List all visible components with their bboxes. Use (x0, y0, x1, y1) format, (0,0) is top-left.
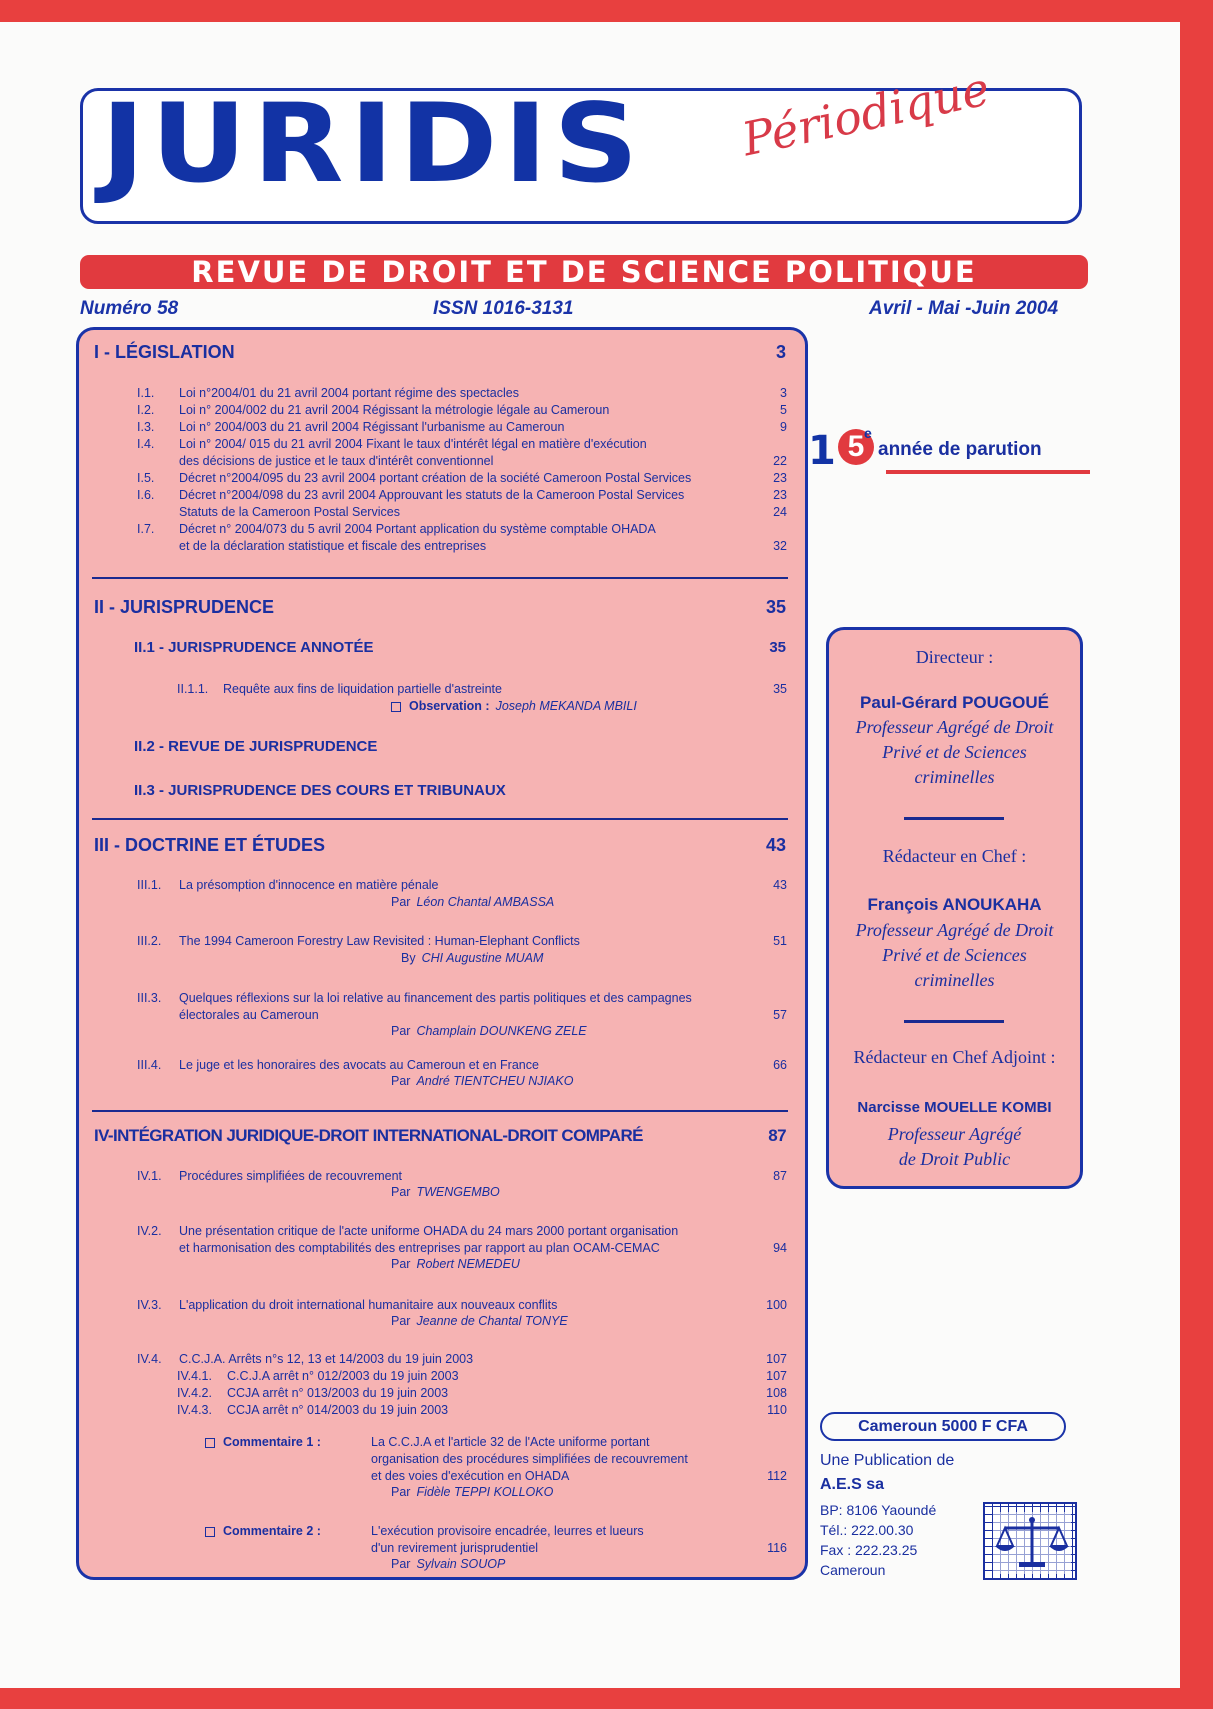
author-line: Par Léon Chantal AMBASSA (391, 895, 555, 909)
section-divider (92, 818, 788, 820)
anniversary-badge: 1 5 e année de parution (808, 428, 1088, 478)
subsection-heading: II.2 - REVUE DE JURISPRUDENCE (134, 738, 378, 755)
justice-scales-logo (983, 1502, 1077, 1580)
subsection-heading: II.3 - JURISPRUDENCE DES COURS ET TRIBUNAUX (134, 782, 506, 799)
observation-line: Observation : Joseph MEKANDA MBILI (391, 699, 637, 713)
editorial-staff-box: Directeur : Paul-Gérard POUGOUÉ Professeur Agrégé de Droit Privé et de Sciences criminelles Rédacteur en Chef : François ANOUKAHA Professeur Agrégé de Droit Privé et de Sciences criminelles Rédacteur en Chef Adjoint : Narcisse MOUELLE KOMBI Professeur Agrégé de Droit Public (826, 627, 1083, 1189)
subsection-heading: II.1 - JURISPRUDENCE ANNOTÉE 35 (134, 639, 786, 656)
author-line: Par Sylvain SOUOP (391, 1557, 506, 1571)
table-of-contents: I - LÉGISLATION 3 I.1. Loi n°2004/01 du 21 avril 2004 portant régime des spectacles 3 I.2. Loi n° 2004/002 du 21 avril 2004 Régissant la métrologie légale au Cameroun 5 I.3. Loi n° 2004/003 du 21 avril 2004 Régissant l'urbanisme au Cameroun 9 I.4. Loi n° 2004/ 015 du 21 avril 2004 Fixant le taux d'intérêt légal en matière d'exécution des décisions de justice et le taux d'intérêt conventionnel 22 I.5. Décret n°2004/095 du 23 avril 2004 portant création de la société Cameroon Postal Services 23 I.6. Décret n°2004/098 du 23 avril 2004 Approuvant les statuts de la Cameroon Postal Services 23 Statuts de la Cameroon Postal Services 24 I.7. Décret n° 2004/073 du 5 avril 2004 Portant application du système comptable OHADA et de la déclaration statistique et fiscale des entreprises 32 II - JURISPRUDENCE 35 II.1 - JURISPRUDENCE ANNOTÉE 35 II.1.1. Requête aux fins de liquidation partielle d'astreinte 35 Observation : Joseph MEKANDA MBILI II.2 - REVUE DE JURISPRUDENCE II.3 - JURISPRUDENCE DES COURS ET TRIBUNAUX III - DOCTRINE ET ÉTUDES 43 III.1. La présomption d'innocence en matière pénale 43 Par Léon Chantal AMBASSA III.2. The 1994 Cameroon Forestry Law Revisited : Human-Elephant Conflicts 51 By CHI Augustine MUAM III.3. Quelques réflexions sur la loi relative au financement des partis politiques et des campagnes électorales au Cameroun 57 Par Champlain DOUNKENG ZELE III.4. Le juge et les honoraires des avocats au Cameroun et en France 66 Par André TIENTCHEU NJIAKO IV-INTÉGRATION JURIDIQUE-DROIT INTERNATIONAL-DROIT COMPARÉ 87 IV.1. Procédures simplifiées de recouvrement 87 Par TWENGEMBO IV.2. Une présentation critique de l'acte uniforme OHADA du 24 mars 2000 portant organisation et harmonisation des comptabilités des entreprises par rapport au plan OCAM-CEMAC 94 Par Robert NEMEDEU IV.3. L'application du droit international humanitaire aux nouveaux conflits 100 Par Jeanne de Chantal TONYE IV.4. C.C.J.A. Arrêts n°s 12, 13 et 14/2003 du 19 juin 2003 107 IV.4.1. C.C.J.A arrêt n° 012/2003 du 19 juin 2003 107 IV.4.2. CCJA arrêt n° 013/2003 du 19 juin 2003 108 IV.4.3. CCJA arrêt n° 014/2003 du 19 juin 2003 110 Commentaire 1 : La C.C.J.A et l'article 32 de l'Acte uniforme portant organisation des procédures simplifiées de recouvrement et des voies d'exécution en OHADA 112 Par Fidèle TEPPI KOLLOKO Commentaire 2 : L'exécution provisoire encadrée, leurres et lueurs d'un revirement jurisprudentiel 116 Par Sylvain SOUOP (76, 327, 808, 1580)
section-divider (92, 1110, 788, 1112)
author-line: By CHI Augustine MUAM (401, 951, 544, 965)
section-heading: III - DOCTRINE ET ÉTUDES 43 (94, 835, 786, 855)
author-line: Par Fidèle TEPPI KOLLOKO (391, 1485, 554, 1499)
anniversary-circle: 5 (838, 429, 874, 465)
section-heading: I - LÉGISLATION 3 (94, 342, 786, 362)
juridis-logo: JURIDIS (101, 79, 645, 207)
issue-number: Numéro 58 (80, 298, 179, 319)
author-line: Par Jeanne de Chantal TONYE (391, 1314, 568, 1328)
publisher-fax: Fax : 222.23.25 (820, 1542, 918, 1558)
masthead (80, 61, 1082, 224)
checkbox-bullet-icon (205, 1527, 215, 1537)
anniversary-underline (886, 470, 1090, 474)
publisher-bp: BP: 8106 Yaoundé (820, 1502, 937, 1518)
publisher-intro: Une Publication de (820, 1452, 955, 1469)
issue-period: Avril - Mai -Juin 2004 (869, 298, 1059, 319)
tagline-banner: REVUE DE DROIT ET DE SCIENCE POLITIQUE (80, 255, 1088, 289)
publisher-country: Cameroun (820, 1562, 886, 1578)
publisher-tel: Tél.: 222.00.30 (820, 1522, 914, 1538)
checkbox-bullet-icon (205, 1438, 215, 1448)
periodique-subtitle: Périodique (737, 61, 995, 167)
section-heading: II - JURISPRUDENCE 35 (94, 597, 786, 617)
author-line: Par TWENGEMBO (391, 1185, 500, 1199)
staff-divider (904, 1020, 1004, 1023)
publisher-name: A.E.S sa (820, 1476, 885, 1493)
checkbox-bullet-icon (391, 702, 401, 712)
author-line: Par André TIENTCHEU NJIAKO (391, 1074, 574, 1088)
price-badge: Cameroun 5000 F CFA (820, 1412, 1066, 1441)
section-divider (92, 577, 788, 579)
author-line: Par Robert NEMEDEU (391, 1257, 520, 1271)
staff-divider (904, 817, 1004, 820)
scales-icon (985, 1504, 1079, 1582)
issn: ISSN 1016-3131 (433, 298, 574, 319)
section-heading: IV-INTÉGRATION JURIDIQUE-DROIT INTERNATIONAL-DROIT COMPARÉ 87 (94, 1126, 786, 1145)
author-line: Par Champlain DOUNKENG ZELE (391, 1024, 587, 1038)
